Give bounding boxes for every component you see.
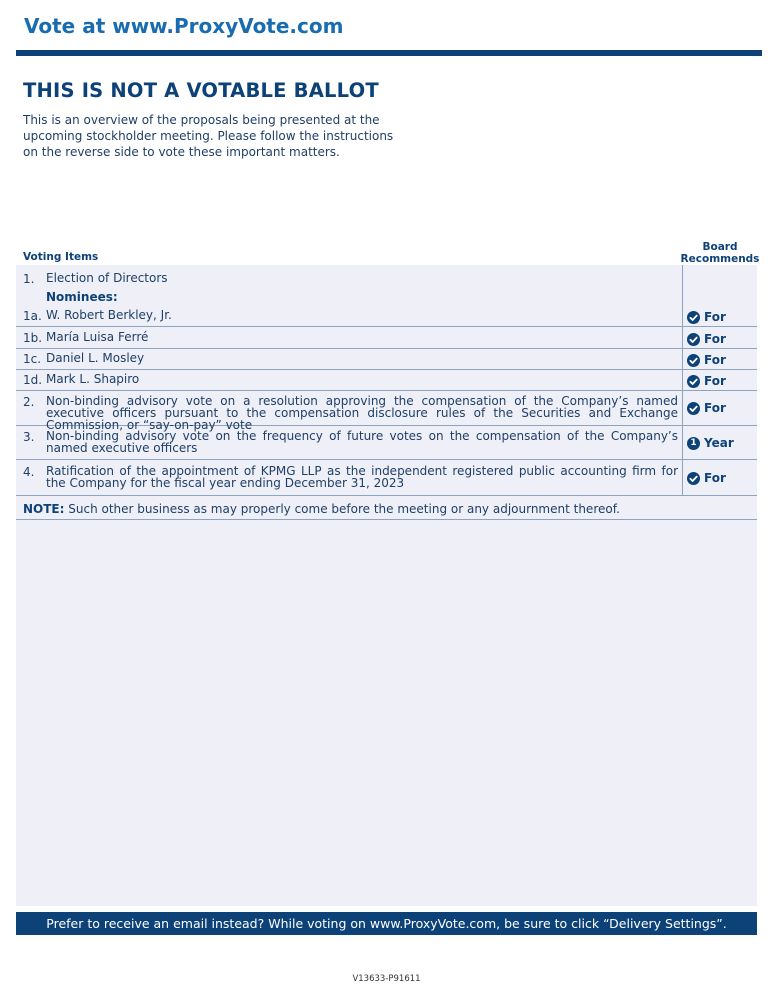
document-code: V13633-P91611 <box>352 974 421 984</box>
recommendation-for: For <box>687 374 726 388</box>
number-one-circle-icon: 1 <box>687 437 700 450</box>
check-circle-icon <box>687 311 700 324</box>
recommendation-for: For <box>687 401 726 415</box>
item-text: Daniel L. Mosley <box>46 351 145 365</box>
board-label: Board <box>702 241 738 253</box>
item-number: 1d. <box>23 373 43 387</box>
check-circle-icon <box>687 354 700 367</box>
table-row <box>16 426 757 460</box>
note-text: NOTE: Such other business as may properly come before the meeting or any adjournment thereof. <box>23 502 620 516</box>
recommendation-for: For <box>687 332 726 346</box>
column-header-voting-items: Voting Items <box>23 251 99 263</box>
note-label: NOTE: <box>23 502 65 516</box>
item-text: Ratification of the appointment of KPMG LLP as the independent registered public accounting firm for the Company for the fiscal year ending December 31, 2023 <box>46 464 678 490</box>
table-row <box>16 460 757 496</box>
table-row <box>16 391 757 432</box>
recommendation-for: For <box>687 310 726 324</box>
item-text: Non-binding advisory vote on the frequency of future votes on the compensation of the Company’s named executive officers <box>46 429 678 455</box>
check-circle-icon <box>687 472 700 485</box>
recommends-label: Recommends <box>680 253 760 265</box>
recommendation-for: For <box>687 471 726 485</box>
column-header-board-recommends <box>680 241 760 265</box>
item-text: W. Robert Berkley, Jr. <box>46 308 172 322</box>
site-header: Vote at www.ProxyVote.com <box>24 14 344 38</box>
item-number: 1b. <box>23 331 43 345</box>
email-delivery-banner: Prefer to receive an email instead? While voting on www.ProxyVote.com, be sure to click “Delivery Settings”. <box>16 912 757 935</box>
recommendation-year: 1 Year <box>687 436 734 450</box>
table-row <box>16 370 757 391</box>
item-text: María Luisa Ferré <box>46 330 149 344</box>
header-rule <box>16 50 762 56</box>
nominees-label: Nominees: <box>46 290 118 304</box>
check-circle-icon <box>687 375 700 388</box>
item-number: 3. <box>23 430 35 444</box>
check-circle-icon <box>687 333 700 346</box>
item-number: 1c. <box>23 352 42 366</box>
intro-text: This is an overview of the proposals being presented at the upcoming stockholder meeting. Please follow the instructions on the reverse side to vote these important matters. <box>23 113 394 159</box>
item-number: 1a. <box>23 309 42 323</box>
table-row <box>16 349 757 370</box>
table-row <box>16 265 757 327</box>
item-text: Non-binding advisory vote on a resolution approving the compensation of the Company’s named executive officers pursuant to the compensation disclosure rules of the Securities and Exchange Commission, or “say-on-pay” vote <box>46 394 678 432</box>
check-circle-icon <box>687 402 700 415</box>
recommendation-for: For <box>687 353 726 367</box>
table-row <box>16 327 757 349</box>
item-text: Election of Directors <box>46 271 168 285</box>
page-title: THIS IS NOT A VOTABLE BALLOT <box>23 79 379 102</box>
item-number: 1. <box>23 272 35 286</box>
item-number: 2. <box>23 395 35 409</box>
item-text: Mark L. Shapiro <box>46 372 140 386</box>
item-number: 4. <box>23 465 35 479</box>
